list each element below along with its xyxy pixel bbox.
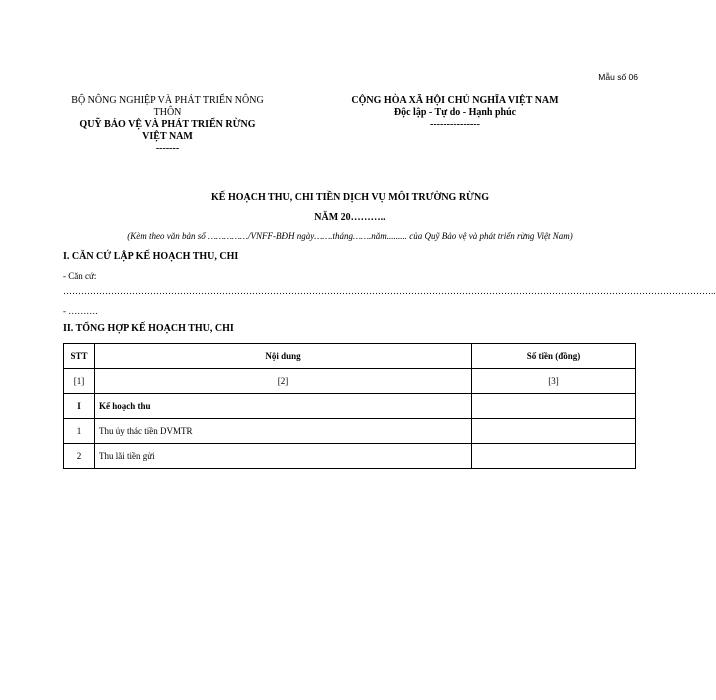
fund-name-line1: QUỸ BẢO VỆ VÀ PHÁT TRIỂN RỪNG [79, 119, 256, 130]
row-amount [472, 394, 636, 419]
document-title: KẾ HOẠCH THU, CHI TIỀN DỊCH VỤ MÔI TRƯỜNG RỪNG [211, 192, 489, 203]
table-header-row [64, 344, 636, 369]
section2-heading: II. TỔNG HỢP KẾ HOẠCH THU, CHI [63, 323, 234, 334]
row-stt: 1 [64, 419, 95, 444]
row-stt: I [64, 394, 95, 419]
fund-name-line2: VIỆT NAM [142, 131, 193, 142]
table-row [64, 444, 636, 469]
header-amount: Số tiền (đồng) [472, 344, 636, 369]
basis-label: - Căn cứ: [63, 271, 97, 281]
header-content: Nội dung [95, 344, 472, 369]
basis-dash-dots: - ………. [63, 306, 98, 316]
index-cell-3: [3] [472, 369, 636, 394]
plan-table [63, 343, 636, 469]
form-number: Mẫu số 06 [598, 72, 638, 82]
row-amount [472, 419, 636, 444]
section1-heading: I. CĂN CỨ LẬP KẾ HOẠCH THU, CHI [63, 251, 239, 262]
row-stt: 2 [64, 444, 95, 469]
national-header [330, 95, 580, 131]
row-amount [472, 444, 636, 469]
basis-dots-line: ……………………………………………………………………………………………………………………………………………………………………………………………….. [63, 286, 716, 296]
table-row [64, 394, 636, 419]
header-stt: STT [64, 344, 95, 369]
ministry-name: BỘ NÔNG NGHIỆP VÀ PHÁT TRIỂN NÔNG THÔN [71, 95, 264, 118]
motto-separator: --------------- [430, 119, 480, 130]
document-year: NĂM 20……….. [314, 212, 386, 223]
index-cell-1: [1] [64, 369, 95, 394]
header-separator: ------- [155, 143, 180, 154]
row-content: Thu ủy thác tiền DVMTR [95, 419, 472, 444]
row-content: Thu lãi tiền gửi [95, 444, 472, 469]
table-index-row [64, 369, 636, 394]
index-cell-2: [2] [95, 369, 472, 394]
national-motto: Độc lập - Tự do - Hạnh phúc [393, 107, 517, 118]
row-content: Kế hoạch thu [95, 394, 472, 419]
country-name: CỘNG HÒA XÃ HỘI CHỦ NGHĨA VIỆT NAM [351, 95, 559, 106]
attachment-note: (Kèm theo văn bản số ……………/VNFF-BĐH ngày…….tháng…….năm......... của Quỹ Bảo vệ và phát triển rừng Việt Nam) [127, 231, 573, 241]
table-row [64, 419, 636, 444]
issuing-agency-header [60, 95, 275, 155]
